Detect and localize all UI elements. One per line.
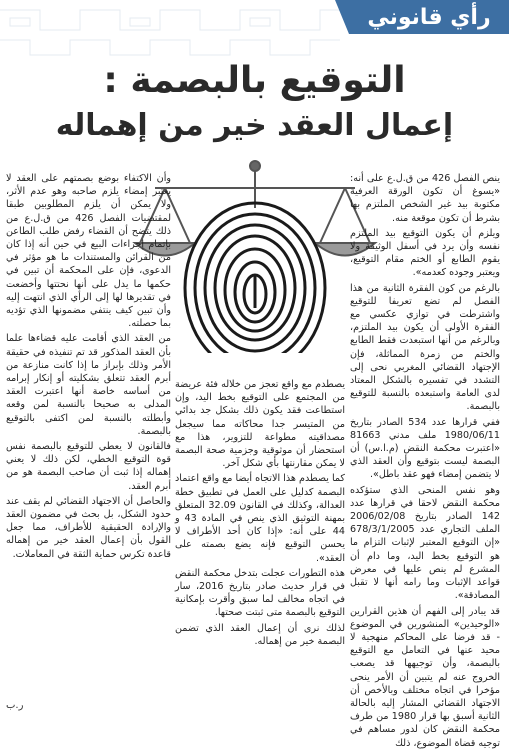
paragraph: والحاصل أن الاجتهاد القضائي لم يقف عند حدود الشكل، بل بحث في مضمون العقد والإرادة الحقيقية للأطراف، مما جعل القول بأن إعمال العقد خير من إهماله قاعدة تكرس حماية الثقة في المعاملات. [6, 495, 171, 560]
paragraph: من العقد الذي أقامت عليه قضاءها علما بأن العقد المذكور قد تم تنفيذه في حقيقة الأمر وذلك بإبراز ما إذا كانت منازعة من أبرم العقد تتعلق بشكليته أو إنكار إبرامه من أساسه خاصة أنها اعتبرت العقد المدلى به صحيحا بالنسبة لمن وقعه وأبطلته بالنسبة لمن اكتفى بالتوقيع بالبصمة. [6, 333, 171, 437]
paragraph: وأن الاكتفاء بوضع بصمتهم على العقد لا يعتبر إمضاء يلزم صاحبه وهو عدم الأثر، ولا يمكن أن يلزم المطلوبين طبقا لمقتضيات الفصل 426 من ق.ل.ع من ذلك يتضح أن القضاء رفض طلب الطاعن بإتمام إجراءات البيع في حين أنه إذا كان من القرائن والمستندات ما هو مؤثر في الدعوى، فإن على المحكمة أن تبين في حكمها ما يدل على أنها نحتتها وأخضعت في تقديرها لها إلى الرأي الذي انتهت إليه وأن تبين كيف ينتفي مضمونها الذي تؤديه بما حصلته. [6, 173, 172, 330]
paragraph: ينص الفصل 426 من ق.ل.ع على أنه: «يسوغ أن تكون الورقة العرفية مكتوبة بيد غير الشخص الملتزم بها بشرط أن تكون موقعة منه. [350, 173, 500, 224]
headline-line-1: التوقيع بالبصمة : [103, 60, 406, 101]
decorative-pattern [0, 0, 340, 60]
page-number: ر.ب [6, 700, 24, 711]
paragraph: ففي قرارها عدد 534 الصادر بتاريخ 1980/06/11 ملف مدني 81663 «اعتبرت محكمة النقض (م.ا.س) أن البصمة ليست بتوقيع وأن العقد الذي لا يتضمن إمضاء فهو عقد باطل». [350, 416, 501, 481]
paragraph: لذلك نرى أن إعمال العقد الذي تضمن البصمة خير من إهماله. [175, 622, 345, 647]
paragraph: فالقانون لا يعطي للتوقيع بالبصمة نفس قوة التوقيع الخطي، لكن ذلك لا يعني إهماله إذا ثبت أن صاحب البصمة هو من أبرم العقد. [6, 441, 171, 492]
article-column-left [6, 172, 171, 700]
paragraph: وهو نفس المنحى الذي ستؤكده محكمة النقض لاحقا في قرارها عدد 142 الصادر بتاريخ 2006/02/08 الملف التجاري عدد 678/3/1/2005 «إن التوقيع المعتبر لإثبات التزام ما هو التوقيع بخط اليد، وما دام أن المشرع لم ينص عليها في معرض قواعد الإثبات وما رامه أنها لا تقبل المصادقة». [350, 484, 500, 602]
section-label: رأي قانوني [349, 0, 509, 34]
article-column-right [350, 172, 501, 749]
paragraph: قد يبادر إلى الفهم أن هذين القرارين «الوحيدين» المنشورين في الموضوع - قد فرضا على المحاكم منهجية لا محيد عنها في التعامل مع التوقيع بالبصمة، وأن توجيهها قد يصعب الخروج عنه لم يتبين أن الأمر ينحى مؤخرا في اتجاه مختلف وبالأخص أن الاجتهاد القضائي المشار إليه بالحالة الثانية أسبق بها قرار 1980 من طرف محكمة النقض كان لدور مساهم في توجيه قضاة الموضوع، ذلك [350, 605, 500, 749]
article-column-middle [175, 378, 345, 700]
paragraph: بالرغم من كون الفقرة الثانية من هذا الفصل لم تضع تعريفا للتوقيع واشترطت في توازي عكسي مع الفقرة الأولى أن يكون بيد الملتزم، وبالرغم من أنها استبعدت فقط الطابع والختم من زمرة المماثلة، فإن الإجتهاد القضائي المغربي نحى إلى التشدد في تفسيره بالشكل المعتاد لدى العامة واستبعده بالنسبة للتوقيع بالبصمة. [350, 282, 500, 413]
paragraph: ويلزم أن يكون التوقيع بيد الملتزم نفسه وأن يرد في أسفل الوثيقة ولا يقوم الطابع أو الختم مقام التوقيع، ويعتبر وجوده كعدمه». [350, 227, 500, 279]
paragraph: كما يصطدم هذا الاتجاه أيضا مع واقع اعتماد البصمة كدليل على العمل في تطبيق خطة العدالة، وكذلك في القانون 32.09 المتعلق بمهنة التوثيق الذي ينص في المادة 43 و 44 على أنه: «إذا كان أحد الأطراف لا يحسن التوقيع فإنه يضع بصمته على العقد». [175, 473, 345, 564]
paragraph: هذه التطورات عجلت بتدخل محكمة النقض في قرار حديث صادر بتاريخ 2016، سار في اتجاه مخالف لما سبق وأقرت بإمكانية التوقيع بالبصمة متى ثبتت صحتها. [175, 567, 345, 619]
section-tab-corner [335, 0, 349, 34]
paragraph: يصطدم مع واقع تعجز من خلاله فئة عريضة من المجتمع على التوقيع بخط اليد، وإن استطاعت فقد يكون ذلك بشكل جد بدائي من المتيسر جدا محاكاته مما سيجعل مصداقيته مطواعة للتزوير، هذا مع استحضار أن موثوقية وجزمية صحة البصمة لا يمكن مقارنتها بأي شكل آخر. [175, 379, 345, 470]
headline-line-2: إعمال العقد خير من إهماله [55, 108, 454, 143]
